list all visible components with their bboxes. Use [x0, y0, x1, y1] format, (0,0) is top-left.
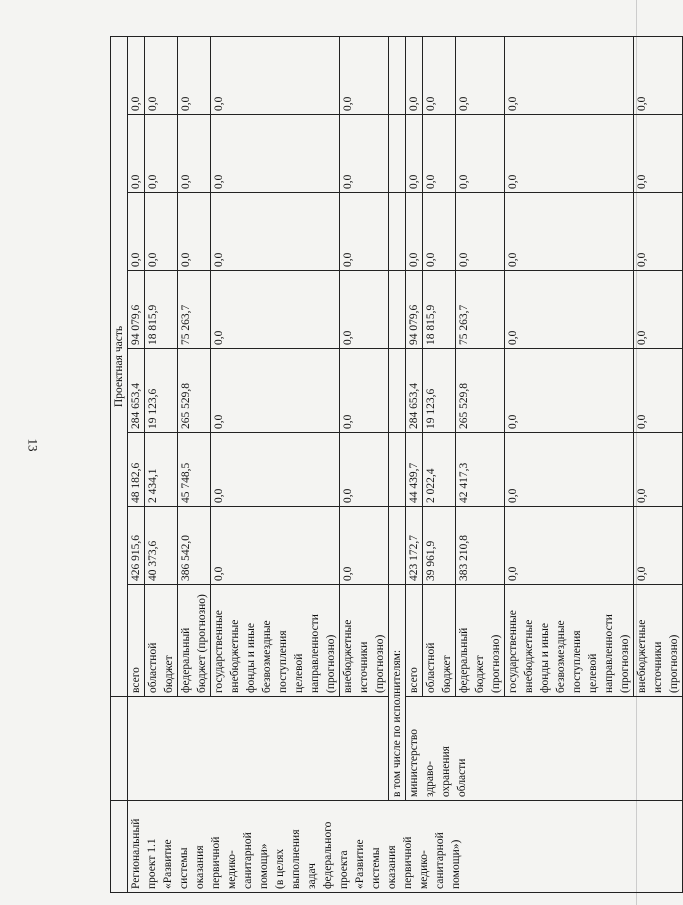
value-cell-text: 0,0	[425, 174, 437, 189]
value-cell	[211, 37, 340, 115]
funding-source	[406, 585, 423, 697]
value-cell	[211, 507, 340, 585]
value-cell	[423, 271, 456, 349]
value-cell-text: 0,0	[213, 174, 225, 189]
value-cell-text: 0,0	[636, 566, 648, 581]
executor-blank	[128, 697, 389, 801]
funding-source	[423, 585, 456, 697]
value-cell-text: 0,0	[507, 330, 519, 345]
value-cell	[340, 507, 389, 585]
value-cell-text: 0,0	[507, 96, 519, 111]
value-cell-text: 0,0	[342, 488, 354, 503]
value-cell-text: 0,0	[507, 566, 519, 581]
rotated-page	[100, 0, 680, 905]
value-cell	[128, 507, 145, 585]
table-body	[111, 37, 683, 893]
value-cell	[340, 349, 389, 433]
value-cell	[634, 507, 683, 585]
value-cell-text: 0,0	[425, 252, 437, 267]
value-cell	[145, 271, 178, 349]
header-row	[111, 37, 128, 893]
subtotal-blank	[389, 433, 406, 507]
value-cell	[456, 271, 505, 349]
value-cell	[178, 37, 211, 115]
funding-source-text: всего	[130, 667, 142, 693]
value-cell	[178, 349, 211, 433]
funding-source	[456, 585, 505, 697]
value-cell	[423, 433, 456, 507]
value-cell-text: 0,0	[636, 96, 648, 111]
value-cell	[423, 115, 456, 193]
value-cell	[406, 507, 423, 585]
value-cell-text: 0,0	[636, 330, 648, 345]
value-cell-text: 0,0	[180, 174, 192, 189]
value-cell	[145, 115, 178, 193]
value-cell-text: 18 815,9	[147, 304, 159, 345]
value-cell-text: 0,0	[213, 414, 225, 429]
project-name-text: Региональный проект 1.1 «Развитие системы оказания первичной медико- санитарной помощи» (в целях выполнения задач федерального проекта «Развитие системы оказания первичной медико- санитарной помощи»)	[130, 818, 462, 889]
value-cell-text: 0,0	[213, 488, 225, 503]
value-cell-text: 423 172,7	[408, 535, 420, 581]
value-cell-text: 0,0	[180, 252, 192, 267]
value-cell-text: 2 022,4	[425, 468, 437, 503]
value-cell-text: 45 748,5	[180, 462, 192, 503]
value-cell	[340, 115, 389, 193]
value-cell-text: 0,0	[408, 252, 420, 267]
value-cell	[406, 115, 423, 193]
funding-source-text: внебюджетные источники (прогнозно)	[342, 619, 386, 693]
value-cell	[145, 193, 178, 271]
value-cell-text: 265 529,8	[458, 383, 470, 429]
value-cell	[505, 433, 634, 507]
value-cell-text: 0,0	[342, 330, 354, 345]
value-cell	[145, 37, 178, 115]
value-cell	[145, 507, 178, 585]
funding-source	[128, 585, 145, 697]
value-cell	[178, 193, 211, 271]
executor-name	[406, 697, 683, 801]
value-cell-text: 0,0	[636, 174, 648, 189]
value-cell-text: 0,0	[458, 96, 470, 111]
subtotal-blank	[389, 193, 406, 271]
funding-source-text: всего	[408, 667, 420, 693]
value-cell	[128, 193, 145, 271]
value-cell	[456, 115, 505, 193]
value-cell	[456, 507, 505, 585]
value-cell-text: 426 915,6	[130, 535, 142, 581]
value-cell	[128, 115, 145, 193]
project-name	[128, 801, 683, 893]
value-cell-text: 2 434,1	[147, 468, 159, 503]
value-cell	[505, 193, 634, 271]
value-cell	[128, 433, 145, 507]
value-cell-text: 0,0	[342, 252, 354, 267]
page-number: 13	[25, 438, 41, 452]
value-cell	[634, 433, 683, 507]
value-cell-text: 48 182,6	[130, 462, 142, 503]
value-cell-text: 0,0	[458, 252, 470, 267]
subtotal-blank	[389, 115, 406, 193]
value-cell	[340, 271, 389, 349]
header-blank-1	[111, 801, 128, 893]
value-cell-text: 19 123,6	[147, 388, 159, 429]
value-cell	[406, 37, 423, 115]
value-cell-text: 383 210,8	[458, 535, 470, 581]
funding-source	[145, 585, 178, 697]
value-cell	[211, 271, 340, 349]
funding-source-text: государственные внебюджетные фонды и иные безвозмездные поступления целевой направленности (прогнозно)	[213, 610, 337, 693]
value-cell	[145, 433, 178, 507]
value-cell	[406, 271, 423, 349]
value-cell-text: 18 815,9	[425, 304, 437, 345]
value-cell-text: 39 961,9	[425, 540, 437, 581]
value-cell-text: 0,0	[458, 174, 470, 189]
value-cell-text: 386 542,0	[180, 535, 192, 581]
value-cell	[128, 37, 145, 115]
section-header	[111, 37, 128, 697]
value-cell	[505, 37, 634, 115]
value-cell	[634, 115, 683, 193]
value-cell	[340, 433, 389, 507]
value-cell	[423, 349, 456, 433]
value-cell	[456, 349, 505, 433]
subtotal-blank	[389, 37, 406, 115]
subtotal-blank	[389, 507, 406, 585]
value-cell-text: 0,0	[130, 252, 142, 267]
value-cell	[211, 349, 340, 433]
value-cell-text: 0,0	[342, 414, 354, 429]
value-cell	[406, 433, 423, 507]
header-blank-2	[111, 697, 128, 801]
value-cell-text: 44 439,7	[408, 462, 420, 503]
value-cell-text: 0,0	[213, 566, 225, 581]
value-cell-text: 0,0	[507, 414, 519, 429]
value-cell-text: 40 373,6	[147, 540, 159, 581]
value-cell-text: 0,0	[342, 566, 354, 581]
value-cell-text: 0,0	[213, 252, 225, 267]
value-cell	[505, 115, 634, 193]
value-cell-text: 0,0	[342, 96, 354, 111]
value-cell	[634, 37, 683, 115]
value-cell	[634, 193, 683, 271]
value-cell	[505, 349, 634, 433]
value-cell-text: 0,0	[507, 174, 519, 189]
value-cell	[423, 507, 456, 585]
value-cell-text: 0,0	[636, 488, 648, 503]
value-cell-text: 0,0	[408, 96, 420, 111]
value-cell-text: 94 079,6	[408, 304, 420, 345]
value-cell-text: 0,0	[342, 174, 354, 189]
value-cell-text: 42 417,3	[458, 462, 470, 503]
table-row	[406, 37, 423, 893]
value-cell-text: 75 263,7	[180, 304, 192, 345]
value-cell	[178, 271, 211, 349]
funding-source-text: областной бюджет	[147, 642, 175, 693]
value-cell	[211, 433, 340, 507]
value-cell	[340, 37, 389, 115]
value-cell-text: 284 653,4	[408, 383, 420, 429]
subtotal-header-text: в том числе по исполнителям:	[391, 649, 403, 797]
funding-source	[340, 585, 389, 697]
value-cell	[406, 193, 423, 271]
value-cell-text: 94 079,6	[130, 304, 142, 345]
value-cell-text: 0,0	[147, 96, 159, 111]
subtotal-blank	[389, 349, 406, 433]
value-cell	[634, 349, 683, 433]
value-cell	[423, 193, 456, 271]
subtotal-blank	[389, 271, 406, 349]
value-cell	[340, 193, 389, 271]
value-cell-text: 0,0	[425, 96, 437, 111]
value-cell-text: 0,0	[213, 330, 225, 345]
value-cell	[505, 271, 634, 349]
value-cell	[456, 433, 505, 507]
funding-source-text: федеральный бюджет (прогнозно)	[458, 627, 502, 693]
budget-table	[110, 36, 683, 893]
value-cell-text: 0,0	[507, 252, 519, 267]
value-cell	[211, 115, 340, 193]
value-cell	[211, 193, 340, 271]
funding-source-text: внебюджетные источники (прогнозно)	[636, 619, 680, 693]
value-cell	[456, 193, 505, 271]
funding-source-text: федеральный бюджет (прогнозно)	[180, 594, 208, 693]
value-cell-text: 0,0	[507, 488, 519, 503]
value-cell-text: 0,0	[408, 174, 420, 189]
executor-name-text: министерство здраво- охранения области	[408, 729, 468, 797]
value-cell	[128, 271, 145, 349]
value-cell	[634, 271, 683, 349]
value-cell	[145, 349, 178, 433]
funding-source	[178, 585, 211, 697]
value-cell-text: 0,0	[636, 252, 648, 267]
value-cell-text: 0,0	[147, 252, 159, 267]
funding-source	[505, 585, 634, 697]
value-cell	[456, 37, 505, 115]
value-cell-text: 0,0	[130, 174, 142, 189]
value-cell	[178, 115, 211, 193]
subtotal-header	[389, 585, 406, 801]
value-cell-text: 75 263,7	[458, 304, 470, 345]
section-header-text: Проектная часть	[113, 325, 125, 408]
funding-source-text: областной бюджет	[425, 642, 453, 693]
value-cell	[423, 37, 456, 115]
funding-source-text: государственные внебюджетные фонды и иные безвозмездные поступления целевой направленности (прогнозно)	[507, 610, 631, 693]
value-cell-text: 0,0	[636, 414, 648, 429]
value-cell	[406, 349, 423, 433]
funding-source	[211, 585, 340, 697]
funding-source	[634, 585, 683, 697]
value-cell	[178, 507, 211, 585]
value-cell	[505, 507, 634, 585]
value-cell-text: 0,0	[213, 96, 225, 111]
subtotal-row	[389, 37, 406, 893]
value-cell-text: 0,0	[180, 96, 192, 111]
value-cell-text: 19 123,6	[425, 388, 437, 429]
value-cell-text: 265 529,8	[180, 383, 192, 429]
value-cell-text: 284 653,4	[130, 383, 142, 429]
value-cell	[128, 349, 145, 433]
table-row	[128, 37, 145, 893]
value-cell-text: 0,0	[147, 174, 159, 189]
value-cell-text: 0,0	[130, 96, 142, 111]
value-cell	[178, 433, 211, 507]
